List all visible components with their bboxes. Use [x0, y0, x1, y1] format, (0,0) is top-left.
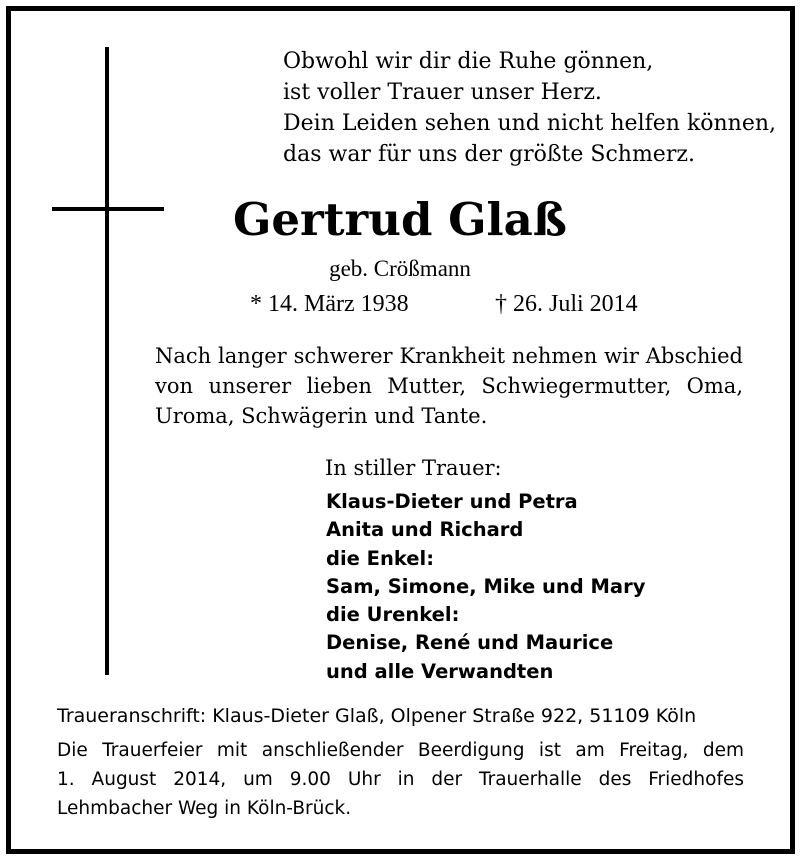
mourners-label: In stiller Trauer:: [325, 456, 502, 480]
funeral-line: Lehmbacher Weg in Köln-Brück.: [57, 798, 352, 819]
funeral-info: [57, 736, 744, 823]
funeral-line: Die Trauerfeier mit anschließender Beerdigung ist am Freitag, dem: [57, 740, 744, 761]
farewell-line: Nach langer schwerer Krankheit nehmen wir Abschied: [155, 344, 743, 368]
mourner-line: Denise, René und Maurice: [326, 631, 614, 655]
poem-line: Dein Leiden sehen und nicht helfen können,: [283, 111, 777, 136]
mourners-list: [326, 488, 645, 686]
mourner-line: die Urenkel:: [326, 603, 460, 627]
poem: [283, 46, 776, 170]
farewell-line: von unserer lieben Mutter, Schwiegermutter, Oma,: [155, 374, 743, 398]
deceased-name: Gertrud Glaß: [233, 193, 567, 246]
mourner-line: Anita und Richard: [326, 518, 524, 542]
mourner-line: Sam, Simone, Mike und Mary: [326, 574, 646, 598]
maiden-name: geb. Crößmann: [329, 256, 471, 281]
death-date: † 26. Juli 2014: [495, 291, 638, 317]
cross-icon-vertical-bar: [105, 47, 109, 675]
farewell-line: Uroma, Schwägerin und Tante.: [155, 404, 488, 428]
poem-line: Obwohl wir dir die Ruhe gönnen,: [283, 49, 654, 74]
poem-line: ist voller Trauer unser Herz.: [283, 80, 602, 105]
birth-date: * 14. März 1938: [250, 291, 409, 317]
mourner-line: und alle Verwandten: [326, 659, 554, 683]
funeral-line: 1. August 2014, um 9.00 Uhr in der Trauerhalle des Friedhofes: [57, 769, 744, 790]
farewell-text: [155, 341, 743, 431]
mourner-line: Klaus-Dieter und Petra: [326, 490, 578, 513]
poem-line: das war für uns der größte Schmerz.: [283, 142, 695, 167]
mourning-address: Traueranschrift: Klaus-Dieter Glaß, Olpener Straße 922, 51109 Köln: [57, 705, 697, 727]
mourner-line: die Enkel:: [326, 546, 435, 570]
